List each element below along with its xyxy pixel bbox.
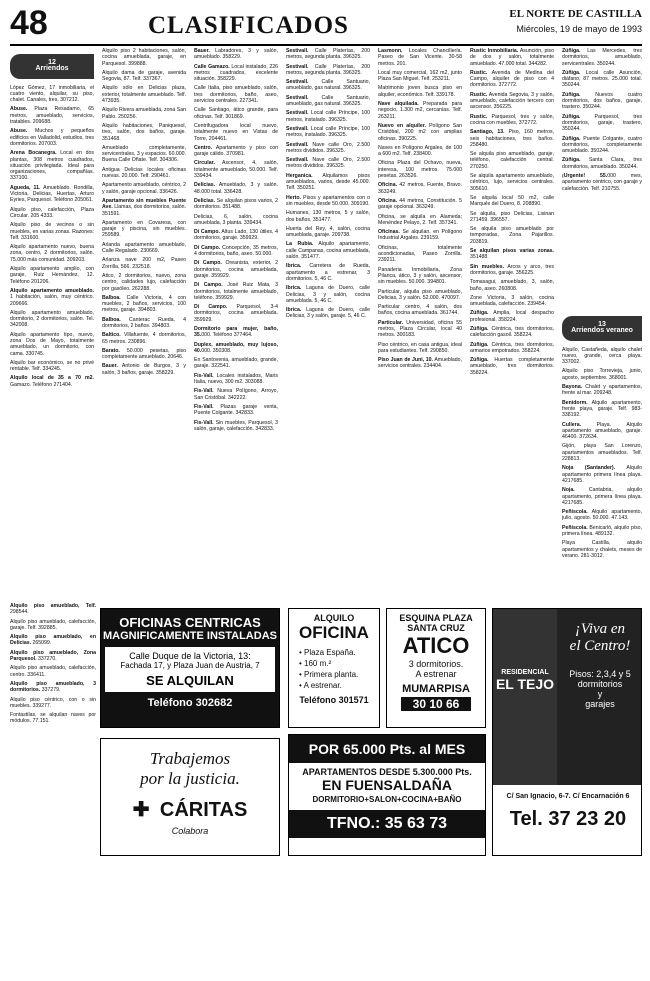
section-name: Arriendos bbox=[35, 65, 69, 73]
classified-entry: Sestivall. Calle Santuario, amueblado, gas natural. 396325. bbox=[286, 79, 370, 92]
classified-entry: Bauer. Labradores, 3 y salón, amueblado. 358229. bbox=[194, 48, 278, 61]
classified-entry: Sin muebles. Arcos y arco, tres dormitorios, garaje. 356225. bbox=[470, 263, 554, 276]
ad-subtitle: MAGNIFICAMENTE INSTALADAS bbox=[103, 630, 277, 642]
ad-phone: Tel. 37 23 20 bbox=[509, 808, 627, 830]
classified-entry: La Rubia. Alquilo apartamento, calle Campanas, cocina amueblada, salón. 351477. bbox=[286, 241, 370, 261]
classified-entry: Alquilo apartamento amueblado, dormitorio, 2 dormitorios, salón. Tel. 342008. bbox=[10, 309, 94, 329]
classified-entry: Huerta del Rey, 4, salón, cocina amueblada, garaje. 209738. bbox=[286, 225, 370, 239]
column-7 bbox=[562, 48, 642, 308]
classified-entry: Rustic. Parquesol, tres y salón, cocina con muebles, 372772. bbox=[470, 113, 554, 126]
classified-entry: Balboa. Canterac Rueda, 4 dormitorios, 2 baños. 394803. bbox=[102, 316, 186, 329]
classified-entry: Apartamento amueblado, céntrico, 2 y salón, garaje opcional. 336426. bbox=[102, 182, 186, 195]
ad-footer: Colabora bbox=[171, 826, 209, 836]
classified-entry: Ibrica. Laguna de Duero, calle Delicias, 3 y salón, cocina amueblada. 5, 46 C. bbox=[286, 285, 370, 304]
ad-label: RESIDENCIAL bbox=[501, 669, 549, 676]
ad-fuensaldana bbox=[288, 734, 486, 856]
page-header bbox=[10, 6, 642, 46]
ad-title: OFICINA bbox=[299, 623, 369, 642]
ad-item: • Primera planta. bbox=[299, 670, 359, 679]
classified-entry: Baltico. Villafuente, 4 dormitorios, 65 metros. 230896. bbox=[102, 332, 186, 345]
classified-entry: Se alquila, piso Delicias, Lisinan 271459. 396557. bbox=[470, 210, 554, 223]
classified-entry: Noja. Cantabria, alquilo apartamento, primera línea playa. 4217685. bbox=[562, 487, 642, 506]
ad-cta: SE ALQUILAN bbox=[146, 673, 234, 688]
classified-entry: Barato. 50.000 pesetas, piso completamente amueblado. 20646. bbox=[102, 347, 186, 361]
ad-atico bbox=[386, 608, 486, 728]
ad-address-2: Fachada 17, y Plaza Juan de Austria, 7 bbox=[120, 661, 260, 670]
classified-entry: Oficina Plaza del Ochavo, nueva, interesa, 100 metros. 75.000 pesetas. 263526. bbox=[378, 160, 462, 180]
classified-entry: Local muy comercial, 162 m2, junto Plaza San Miguel. Telf. 253211. bbox=[378, 69, 462, 83]
ad-items bbox=[289, 647, 379, 691]
classified-entry: Zúñiga. Santa Clara, tres dormitorios, amueblado. 350244. bbox=[562, 157, 642, 170]
classified-entry: Santiago, 13. Piso, 160 metros, seis habitaciones, tres baños. 258480. bbox=[470, 129, 554, 148]
ad-oficinas-centricas bbox=[100, 608, 280, 728]
column-5 bbox=[378, 48, 462, 603]
classified-entry: Sestivall. Local calle Príncipe, 100 metros, instalado. 396325. bbox=[286, 125, 370, 139]
classified-entry: Centrifugadora local nuevo, totalmente nuevo en Vistas de Torre, 204461. bbox=[194, 122, 278, 142]
classified-entry: Sestivall. Nave calle Oro, 2.500 metros divididos. 396325. bbox=[286, 157, 370, 170]
classified-entry: Alquilo piso 2 habitaciones, salón, cocina amueblada, garaje, en Parquesol. 399888. bbox=[102, 48, 186, 67]
column-3 bbox=[194, 48, 278, 603]
classified-entry: Alquilo piso amueblado, calefacción, garaje. Telf. 392885. bbox=[10, 618, 96, 631]
classified-entry: Particular, alquila piso amueblado, Delicias, 3 y salón. 52.000. 470097. bbox=[378, 288, 462, 301]
issue-date: Miércoles, 19 de mayo de 1993 bbox=[516, 24, 642, 34]
classified-entry: Alquilo dama de garaje, avenida Segovia, 87. Telf. 337367. bbox=[102, 69, 186, 83]
classified-entry: Zúñiga. Nuevos cuatro dormitorios, dos baños, garaje, trastero. 350244. bbox=[562, 91, 642, 111]
classified-entry: Agueda, 11. Amueblado. Rondilla, Victoria, Delicias, Huertas, Arturo Eyries, Parquesol. Teléfono 205061. bbox=[10, 184, 94, 204]
classified-entry: Se alquilan pisos varias zonas. 351488. bbox=[470, 248, 554, 261]
classified-entry: Delicias, 6, salón, cocina amueblada, 3 planta. 339434. bbox=[194, 213, 278, 226]
ad-address-1: Calle Duque de la Victoria, 13: bbox=[129, 651, 251, 661]
classified-entry: Arlanza nave 200 m2, Paseo Zorrilla, 566. 232518. bbox=[102, 257, 186, 270]
classified-entry: Apartamento sin muebles Puente Ave. Llamas, dos dormitorios, salón. 351591. bbox=[102, 197, 186, 217]
classified-entry: En Santovenia, amueblado, grande, garaje. 322541. bbox=[194, 357, 278, 370]
classified-entry: Se alquila apartamento amueblado, céntrico, lujo, servicios centrales. 305610. bbox=[470, 173, 554, 192]
classified-entry: Calle Italia, piso amueblado, salón, tres dormitorios, baño, aseo, servicios centrales. 227341. bbox=[194, 85, 278, 105]
classified-entry: Particular centro, 4 salón, dos baños, cocina amueblada. 361744. bbox=[378, 304, 462, 317]
classified-entry: Fis-Vall. Locales instalados, Maris Italia, nuevo, 300 m2. 303088. bbox=[194, 372, 278, 386]
classified-entry: Alquilo piso céntrico, con o sin muebles. 339277. bbox=[10, 696, 96, 709]
classified-entry: Cullera. Playa. Alquilo apartamento amueblado, garaje. 46400. 372634. bbox=[562, 421, 642, 441]
classifieds-columns bbox=[10, 48, 642, 603]
ad-phone: 30 10 66 bbox=[401, 697, 471, 711]
ad-address: C/ San Ignacio, 6-7. C/ Encarnación 6 bbox=[506, 793, 630, 800]
ad-phone: Teléfono 302682 bbox=[147, 697, 233, 709]
classified-entry: Oficina. 42 metros, Fuente, Bravo. 363249. bbox=[378, 182, 462, 195]
ad-desc-1: Pisos: 2,3,4 y 5 bbox=[569, 669, 631, 679]
classified-entry: Atico, 2 dormitorios, nuevo, zona centro, calidades lujo, calefacción por gasóleo. 262288. bbox=[102, 272, 186, 292]
classified-entry: Sestivall. Calle Santuario, amueblado, gas natural. 396325. bbox=[286, 94, 370, 108]
classified-entry: Benidorm. Alquilo apartamento, frente playa, garaje. Telf. 983-338192. bbox=[562, 399, 642, 419]
classified-entry: Oficina. 44 metros, Constitución. 5 garaje opcional. 363249. bbox=[378, 197, 462, 211]
classified-entry: Calle Santiago, ático grande, para oficinas. Telf. 301869. bbox=[194, 107, 278, 120]
classified-entry: Sestivall. Calle Platerías, 200 metros, segunda planta. 396325. bbox=[286, 63, 370, 76]
classified-entry: Nuevo en alquiler. Polígono San Cristóbal, 200 m2 con amplias oficinas. 390225. bbox=[378, 122, 462, 142]
column-8 bbox=[562, 310, 642, 603]
classified-entry: Antigua Delicias locales oficinas nuevas. 20.000. Telf. 290461. bbox=[102, 166, 186, 180]
classified-entry: Alquilo piso Torrevieja, junio, agosto, septiembre. 368001. bbox=[562, 368, 642, 381]
classified-entry: Centro. Apartamento y piso con garaje cálido. 370981. bbox=[194, 144, 278, 158]
classified-entry: Rustic. Avenida de Medina del Campo, alquiler de piso con 4 dormitorios. 372772. bbox=[470, 69, 554, 89]
ad-label: ALQUILO bbox=[313, 613, 355, 623]
ad-desc-4: garajes bbox=[585, 699, 615, 709]
newspaper-name: EL NORTE DE CASTILLA bbox=[509, 8, 642, 20]
classified-entry: Bauer. Antonio de Burgos, 3 y salón, 3 baños, garaje. 358229. bbox=[102, 363, 186, 376]
classified-entry: Alquilo sólo en Delicias plaza, exterior, totalmente amueblado. Telf. 473935. bbox=[102, 85, 186, 105]
classified-entry: Alquilo apartamento nuevo, buena zona, centro, 2 dormitorios, salón. 75.000 más comunidad. 309203. bbox=[10, 244, 94, 263]
section-number: 12 bbox=[48, 59, 56, 66]
classified-entry: Abuse. Plaza Resadamo, 65 metros, amueblado, servicios, tratables. 209688. bbox=[10, 106, 94, 126]
classified-entry: Alquilo piso amueblado, en Delicias. 265099. bbox=[10, 634, 96, 647]
classified-entry: Zúñiga. Céntrica, tres dormitorios, calefacción gasoil. 358224. bbox=[470, 325, 554, 339]
classified-entry: Zúñiga. Local calle Asunción, diáfano, 87 metros. 25.000 total. 350244. bbox=[562, 69, 642, 89]
classified-entry: Nave alquilada. Preparada para negocio, 1.300 m2, cercanías. Telf. 263211. bbox=[378, 101, 462, 120]
column-2 bbox=[102, 48, 186, 603]
ad-slogan-2: por la justicia. bbox=[140, 769, 240, 788]
ad-caritas bbox=[100, 738, 280, 856]
column-1 bbox=[10, 48, 94, 603]
ad-item: • Plaza España. bbox=[299, 648, 356, 657]
ad-alquilo-oficina bbox=[288, 608, 380, 728]
ad-item: • A estrenar. bbox=[299, 681, 342, 690]
classified-entry: Piso céntrico, en casa antigua, ideal para estudiantes. Telf. 290850. bbox=[378, 341, 462, 354]
classified-entry: Herto. Pisos y apartamentos con o sin muebles, desde 50.000. 309190. bbox=[286, 194, 370, 207]
classified-entry: Balboa. Calle Victoria, 4 con muebles, 2 baños, servicios, 100 metros, garaje. 394803. bbox=[102, 294, 186, 314]
classified-entry: Di Campo. Parquesol, 3-4 dormitorios, cocina amueblada. 359929. bbox=[194, 304, 278, 323]
bottom-left-column bbox=[10, 603, 96, 975]
ad-desc-2: dormitorios bbox=[577, 679, 623, 689]
classified-entry: Dormitorio para mujer, baño, 35.000. Teléfono 377464. bbox=[194, 325, 278, 339]
classified-entry: Fis-Vall. Sin muebles, Parquesol, 3 salón, garaje, calefacción. 342833. bbox=[194, 419, 278, 432]
ad-item: • 160 m.² bbox=[299, 659, 332, 668]
classified-entry: Lasmonn. Locales Chancillería. Paseo de San Vicente. 30-58 metros. 201. bbox=[378, 48, 462, 67]
ad-brand: MUMARPISA bbox=[402, 683, 470, 695]
classified-entry: Amueblado completamente, servicentrales, 3 y espacios. 60.000. Buena Calle Oñate. Telf. 304306. bbox=[102, 144, 186, 164]
classified-entry: Panaderia Inmobiliaria, Zona Pilarica, ático, 3 y salón, ascensor, sin muebles. 50.000. 394801. bbox=[378, 266, 462, 286]
ad-desc-1: 3 dormitorios. bbox=[408, 659, 464, 669]
classified-entry: Alquilo piso, calefacción, Plaza Circular. 205 4333. bbox=[10, 206, 94, 219]
classified-entry: Bayona. Chalet y apartamentos, frente al mar. 209248. bbox=[562, 384, 642, 397]
classified-entry: Arena Bocanegra. Local en dos plantas, 308 metros cuadrados, situación privilegiada. Ideal para organizaciones, compañías. 337100. bbox=[10, 150, 94, 182]
classified-entry: Oficinas, totalmente acondicionadas, Paseo Zorrilla. 239211. bbox=[378, 244, 462, 264]
classified-entry: Rustic. Avenida Segovia, 3 y salón, amueblado, calefacción tercero con ascensor. 356225. bbox=[470, 91, 554, 111]
ad-slogan-1: Trabajemos bbox=[149, 749, 231, 768]
classified-entry: Circular. Ascensor, 4, salón, totalmente amueblado, 50.000. Telf. 339434. bbox=[194, 160, 278, 180]
section-label-veraneo bbox=[562, 316, 642, 341]
ad-line-3: DORMITORIO+SALON+COCINA+BAÑO bbox=[312, 795, 462, 804]
classified-entry: Zone Victoria, 3 salón, cocina amueblada, calefacción. 239454. bbox=[470, 294, 554, 308]
classified-entry: López Gómez, 17 inmobiliaria, el cuatro viento, alquilar, su piso, chalet. Canales, tres. 307212. bbox=[10, 84, 94, 104]
classified-entry: Duplex, amueblado, muy lujoso, 40.000. 350308. bbox=[194, 341, 278, 354]
classified-entry: Peñíscola. Alquilo apartamento, julio, agosto. 50.000. 47.143. bbox=[562, 509, 642, 522]
classified-entry: Alquilo piso amueblado, Zona Parquesol. 337270. bbox=[10, 649, 96, 663]
classified-entry: Zúñiga. Puente Colgante, cuatro dormitorios, completamente amueblado. 350244. bbox=[562, 135, 642, 155]
classified-entry: Alquilo apartamento amplio, con garaje, Ruiz Hernández, 12. Teléfono 201206. bbox=[10, 266, 94, 285]
classified-entry: Matrimonio joven busca piso en alquiler, económico. Telf. 339178. bbox=[378, 85, 462, 98]
ad-desc-2: A estrenar bbox=[415, 669, 457, 679]
ad-line-2: SANTA CRUZ bbox=[407, 623, 465, 633]
classified-entry: Sestivall. Nave calle Oro, 2.500 metros divididos. 396325. bbox=[286, 141, 370, 154]
classified-entry: Alquilo piso amueblado, 3 dormitorios. 337279. bbox=[10, 680, 96, 694]
ad-headline: POR 65.000 Pts. al MES bbox=[289, 735, 485, 763]
classified-entry: Di Campo. Concepción, 35 metros, 4 dormitorios, baño, aseo. 50.000. bbox=[194, 244, 278, 258]
section-label-arriendos bbox=[10, 54, 94, 79]
classified-entry: Peñíscola. Benicarló, alquilo piso, primera línea. 489132. bbox=[562, 524, 642, 538]
ad-phone: TFNO.: 35 63 73 bbox=[289, 810, 485, 838]
classified-entry: Alquilo habitaciones, Paniquesol, tres, salón, dos baños, garaje. 351468. bbox=[102, 122, 186, 142]
classified-entry: Zúñiga. Huertas completamente amueblado, tres dormitorios. 358224. bbox=[470, 357, 554, 376]
classified-entry: Zúñiga. Céntrica, tres dormitorios, armarios empotrados. 358224. bbox=[470, 341, 554, 354]
classified-entry: Zúñiga. Parquesol, tres dormitorios, garaje, trastero, 350244. bbox=[562, 113, 642, 133]
classified-entry: Alquilo, Castañeda, alquilo chalet nuevo, grande, cerca playa. 337002. bbox=[562, 346, 642, 366]
classified-entry: Delicias. Se alquilan pisos varios, 2 dormitorios. 351488. bbox=[194, 197, 278, 211]
classified-entry: Noja (Santander). Alquilo apartamento primera línea playa. 4217685. bbox=[562, 465, 642, 484]
classified-entry: Ibrica. Carretera de Rueda, apartamento a estrenar, 3 dormitorios. 5, 46 C. bbox=[286, 263, 370, 282]
classified-entry: Di Campo. José Ruiz Mata, 3 dormitorios, totalmente amueblado, teléfono. 359929. bbox=[194, 282, 278, 301]
classified-entry: Se alquila local 50 m2, calle Marqués del Duero, 8. 208890. bbox=[470, 194, 554, 208]
classified-entry: Playa Castilla, alquilo apartamentos y chalets, meses de verano. 281-3012. bbox=[562, 540, 642, 559]
classified-entry: Naves en Polígono Argales, de 100 a 600 m2. Telf. 238400. bbox=[378, 144, 462, 158]
classified-entry: Alquilo piso amueblado, calefacción, centro. 336411. bbox=[10, 665, 96, 678]
ad-brand: CÁRITAS bbox=[159, 799, 248, 821]
classified-entry: Calle Gamazo. Local instalado, 226 metros cuadrados, excelente situación. 358229. bbox=[194, 63, 278, 83]
classified-entry: Fis-Vall. Plazas garaje venta, Puente Colgante. 342833. bbox=[194, 403, 278, 417]
classified-entry: Sestivall. Calle Platerías, 200 metros, segunda planta. 396325. bbox=[286, 48, 370, 61]
column-6 bbox=[470, 48, 554, 603]
classified-entry: Humanes, 130 metros, 5 y salón, dos baños. 351477. bbox=[286, 210, 370, 223]
ad-el-tejo bbox=[492, 608, 642, 856]
classified-entry: ¡Urgente! 55.000 mes, apartamento céntrico, con garaje y calefacción. Telf. 210755. bbox=[562, 173, 642, 192]
classified-entry: Fis-Vall. Nueva Polígono, Arroyo, San Cristóbal. 342222. bbox=[194, 388, 278, 401]
ad-phone: Teléfono 301571 bbox=[299, 695, 369, 705]
section-title: CLASIFICADOS bbox=[148, 12, 349, 39]
ad-title: OFICINAS CENTRICAS bbox=[119, 615, 261, 630]
page-number: 48 bbox=[10, 4, 48, 42]
classified-entry: Herganica. Alquilamos pisos amueblados, varios, desde 45.000. Telf. 350251. bbox=[286, 172, 370, 192]
classified-entry: Delicias. Amueblado, 3 y salón. 48.000 total. 336428. bbox=[194, 182, 278, 195]
classified-entry: Gijón, playa San Lorenzo, apartamentos amueblados. Telf. 228813. bbox=[562, 443, 642, 463]
classified-entry: Rustic Inmobiliaria. Asunción, piso de dos y salón, totalmente amueblado. 47.000 total. 344282. bbox=[470, 48, 554, 67]
ad-line-1: ESQUINA PLAZA bbox=[399, 613, 473, 623]
cross-icon: ✚ bbox=[132, 799, 150, 821]
classified-entry: Alquilo local de 35 a 70 m2. Gamazo. Teléfono 271404. bbox=[10, 375, 94, 388]
ad-slogan-1: ¡Viva en bbox=[574, 621, 626, 637]
column-4 bbox=[286, 48, 370, 603]
section-number: 13 bbox=[598, 321, 606, 328]
classified-entry: Alquilo Rivera amueblada, zona San Pablo. 250256. bbox=[102, 107, 186, 120]
ad-line-2: EN FUENSALDAÑA bbox=[322, 777, 452, 793]
classified-entry: Fontastilas, se alquilan naves por módulos. 77.151. bbox=[10, 712, 96, 725]
ad-title: ATICO bbox=[402, 633, 470, 658]
classified-entry: Zúñiga. Amplia, local despacho profesional. 358224. bbox=[470, 310, 554, 323]
classified-entry: Alquilo piso amueblado, Telf. 298544. bbox=[10, 603, 96, 616]
classified-entry: Di Campo. Altus Lado, 130 útiles, 4 dormitorios, garaje. 359929. bbox=[194, 229, 278, 242]
section-name: Arriendos veraneo bbox=[571, 327, 633, 335]
classified-entry: Apartamento en Covaresa, con garaje y piscina, sin muebles. 259589. bbox=[102, 219, 186, 239]
classified-entry: Zúñiga. Las Mercedes, tres dormitorios, amueblado, servicentrales. 350244. bbox=[562, 48, 642, 67]
ad-slogan-2: el Centro! bbox=[569, 638, 631, 654]
classified-entry: Abuse. Muchos y pequeños edificios en Valladolid, estudios, tres dormitorios. 207003. bbox=[10, 128, 94, 147]
classified-entry: Particular. Universidad, oficina 55 metros, Plaza Circular, local 40 metros. 300183. bbox=[378, 319, 462, 339]
classified-entry: Ibrica. Laguna de Duero, calle Delicias, 3 y salón, garaje. 5, 46 C. bbox=[286, 307, 370, 320]
classified-entry: Oficinas. Se alquilan, en Polígono Industrial Argales. 239159. bbox=[378, 229, 462, 242]
classified-entry: Se alquila piso amueblado, garaje, teléfono, calefacción central. 270250. bbox=[470, 151, 554, 170]
classified-entry: Di Campo. Oreanista, exterior, 2 dormitorios, cocina amueblada, garaje. 359929. bbox=[194, 260, 278, 279]
classified-entry: Sestivall. Local calle Príncipe, 100 metros, instalado. 396325. bbox=[286, 110, 370, 123]
classified-entry: Piso Juan de Juni, 10. Amueblado, servicios centrales. 234404. bbox=[378, 357, 462, 370]
classified-entry: Oficina, se alquila en Alameda; Menéndez Pelayo, 2. Telf. 357341. bbox=[378, 213, 462, 226]
classified-entry: Tomasagui, amueblado, 3, salón, baño, aseo. 260808. bbox=[470, 279, 554, 292]
classified-entry: Alquilo apartamento tipo, nuevo, zona Dos de Mayo, totalmente amueblado, un dormitorio, con cama. 330745. bbox=[10, 331, 94, 357]
classified-entry: Alquilo piso de vecinos o sin muebles, en varias zonas. Razones: Telf. 331600. bbox=[10, 222, 94, 241]
classified-entry: Alquilo apartamento amueblado. 1 habitación, salón, muy céntrico. 209666. bbox=[10, 287, 94, 307]
ad-line-1: APARTAMENTOS DESDE 5.300.000 Pts. bbox=[302, 767, 472, 777]
ad-title: EL TEJO bbox=[495, 676, 555, 692]
classified-entry: Alquilo bar económico, se no privé rentable. Telf. 334245. bbox=[10, 359, 94, 373]
classified-entry: Arlanda apartamento amueblado, Calle Regalado. 230669. bbox=[102, 241, 186, 255]
classified-entry: Se alquila piso amueblado por temporadas, Zona Pajarillos. 203819. bbox=[470, 226, 554, 245]
ad-desc-3: y bbox=[597, 689, 603, 699]
